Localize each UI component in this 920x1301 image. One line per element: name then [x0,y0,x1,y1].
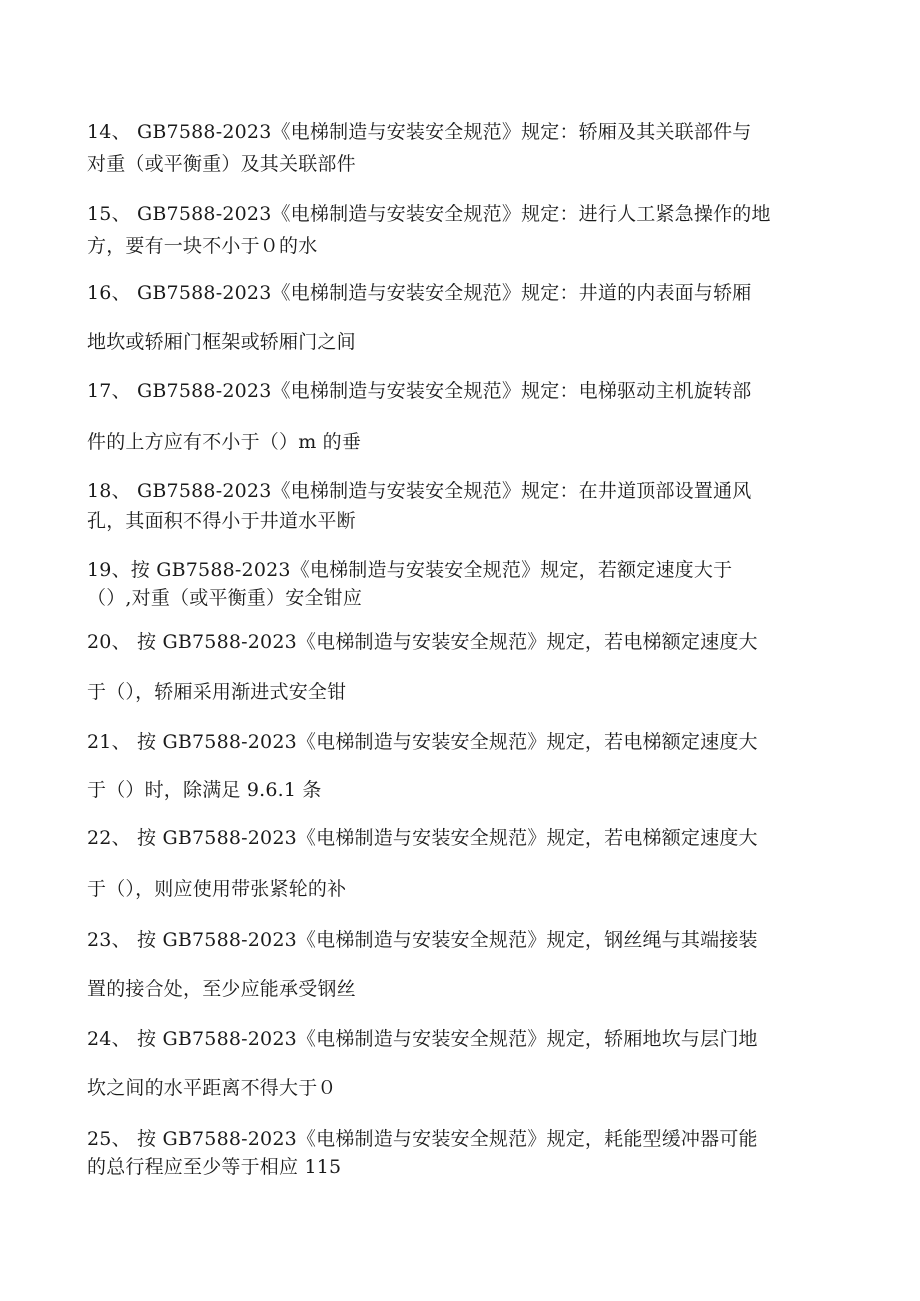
question-line: 的总行程应至少等于相应 115 [87,1156,342,1178]
question-line: 孔，其面积不得小于井道水平断 [87,510,356,532]
question-line: 于（），轿厢采用渐进式安全钳 [87,681,347,703]
question-line: 24、 按 GB7588-2023《电梯制造与安装安全规范》规定，轿厢地坎与层门地 [87,1028,758,1050]
question-line: 19、按 GB7588-2023《电梯制造与安装安全规范》规定，若额定速度大于 [87,559,733,581]
question-line: 于（）时，除满足 9.6.1 条 [87,779,322,801]
question-line: 25、 按 GB7588-2023《电梯制造与安装安全规范》规定，耗能型缓冲器可能 [87,1128,758,1150]
question-line: 15、 GB7588-2023《电梯制造与安装安全规范》规定：进行人工紧急操作的地 [87,203,771,225]
question-line: 14、 GB7588-2023《电梯制造与安装安全规范》规定：轿厢及其关联部件与 [87,121,752,143]
question-line: 坎之间的水平距离不得大于０ [87,1077,337,1099]
question-line: 对重（或平衡重）及其关联部件 [87,153,356,175]
question-line: 件的上方应有不小于（）m 的垂 [87,431,362,453]
question-line: 置的接合处，至少应能承受钢丝 [87,978,356,1000]
question-line: 地坎或轿厢门框架或轿厢门之间 [87,331,356,353]
question-line: 于（），则应使用带张紧轮的补 [87,878,347,900]
question-line: 方，要有一块不小于０的水 [87,235,318,257]
question-line: 18、 GB7588-2023《电梯制造与安装安全规范》规定：在井道顶部设置通风 [87,480,752,502]
question-line: 20、 按 GB7588-2023《电梯制造与安装安全规范》规定，若电梯额定速度大 [87,631,758,653]
question-line: 23、 按 GB7588-2023《电梯制造与安装安全规范》规定，钢丝绳与其端接装 [87,929,758,951]
question-line: 16、 GB7588-2023《电梯制造与安装安全规范》规定：井道的内表面与轿厢 [87,282,752,304]
question-line: 21、 按 GB7588-2023《电梯制造与安装安全规范》规定，若电梯额定速度大 [87,731,758,753]
question-line: 17、 GB7588-2023《电梯制造与安装安全规范》规定：电梯驱动主机旋转部 [87,380,752,402]
question-line: 22、 按 GB7588-2023《电梯制造与安装安全规范》规定，若电梯额定速度大 [87,827,758,849]
question-line: （）,对重（或平衡重）安全钳应 [87,587,363,609]
